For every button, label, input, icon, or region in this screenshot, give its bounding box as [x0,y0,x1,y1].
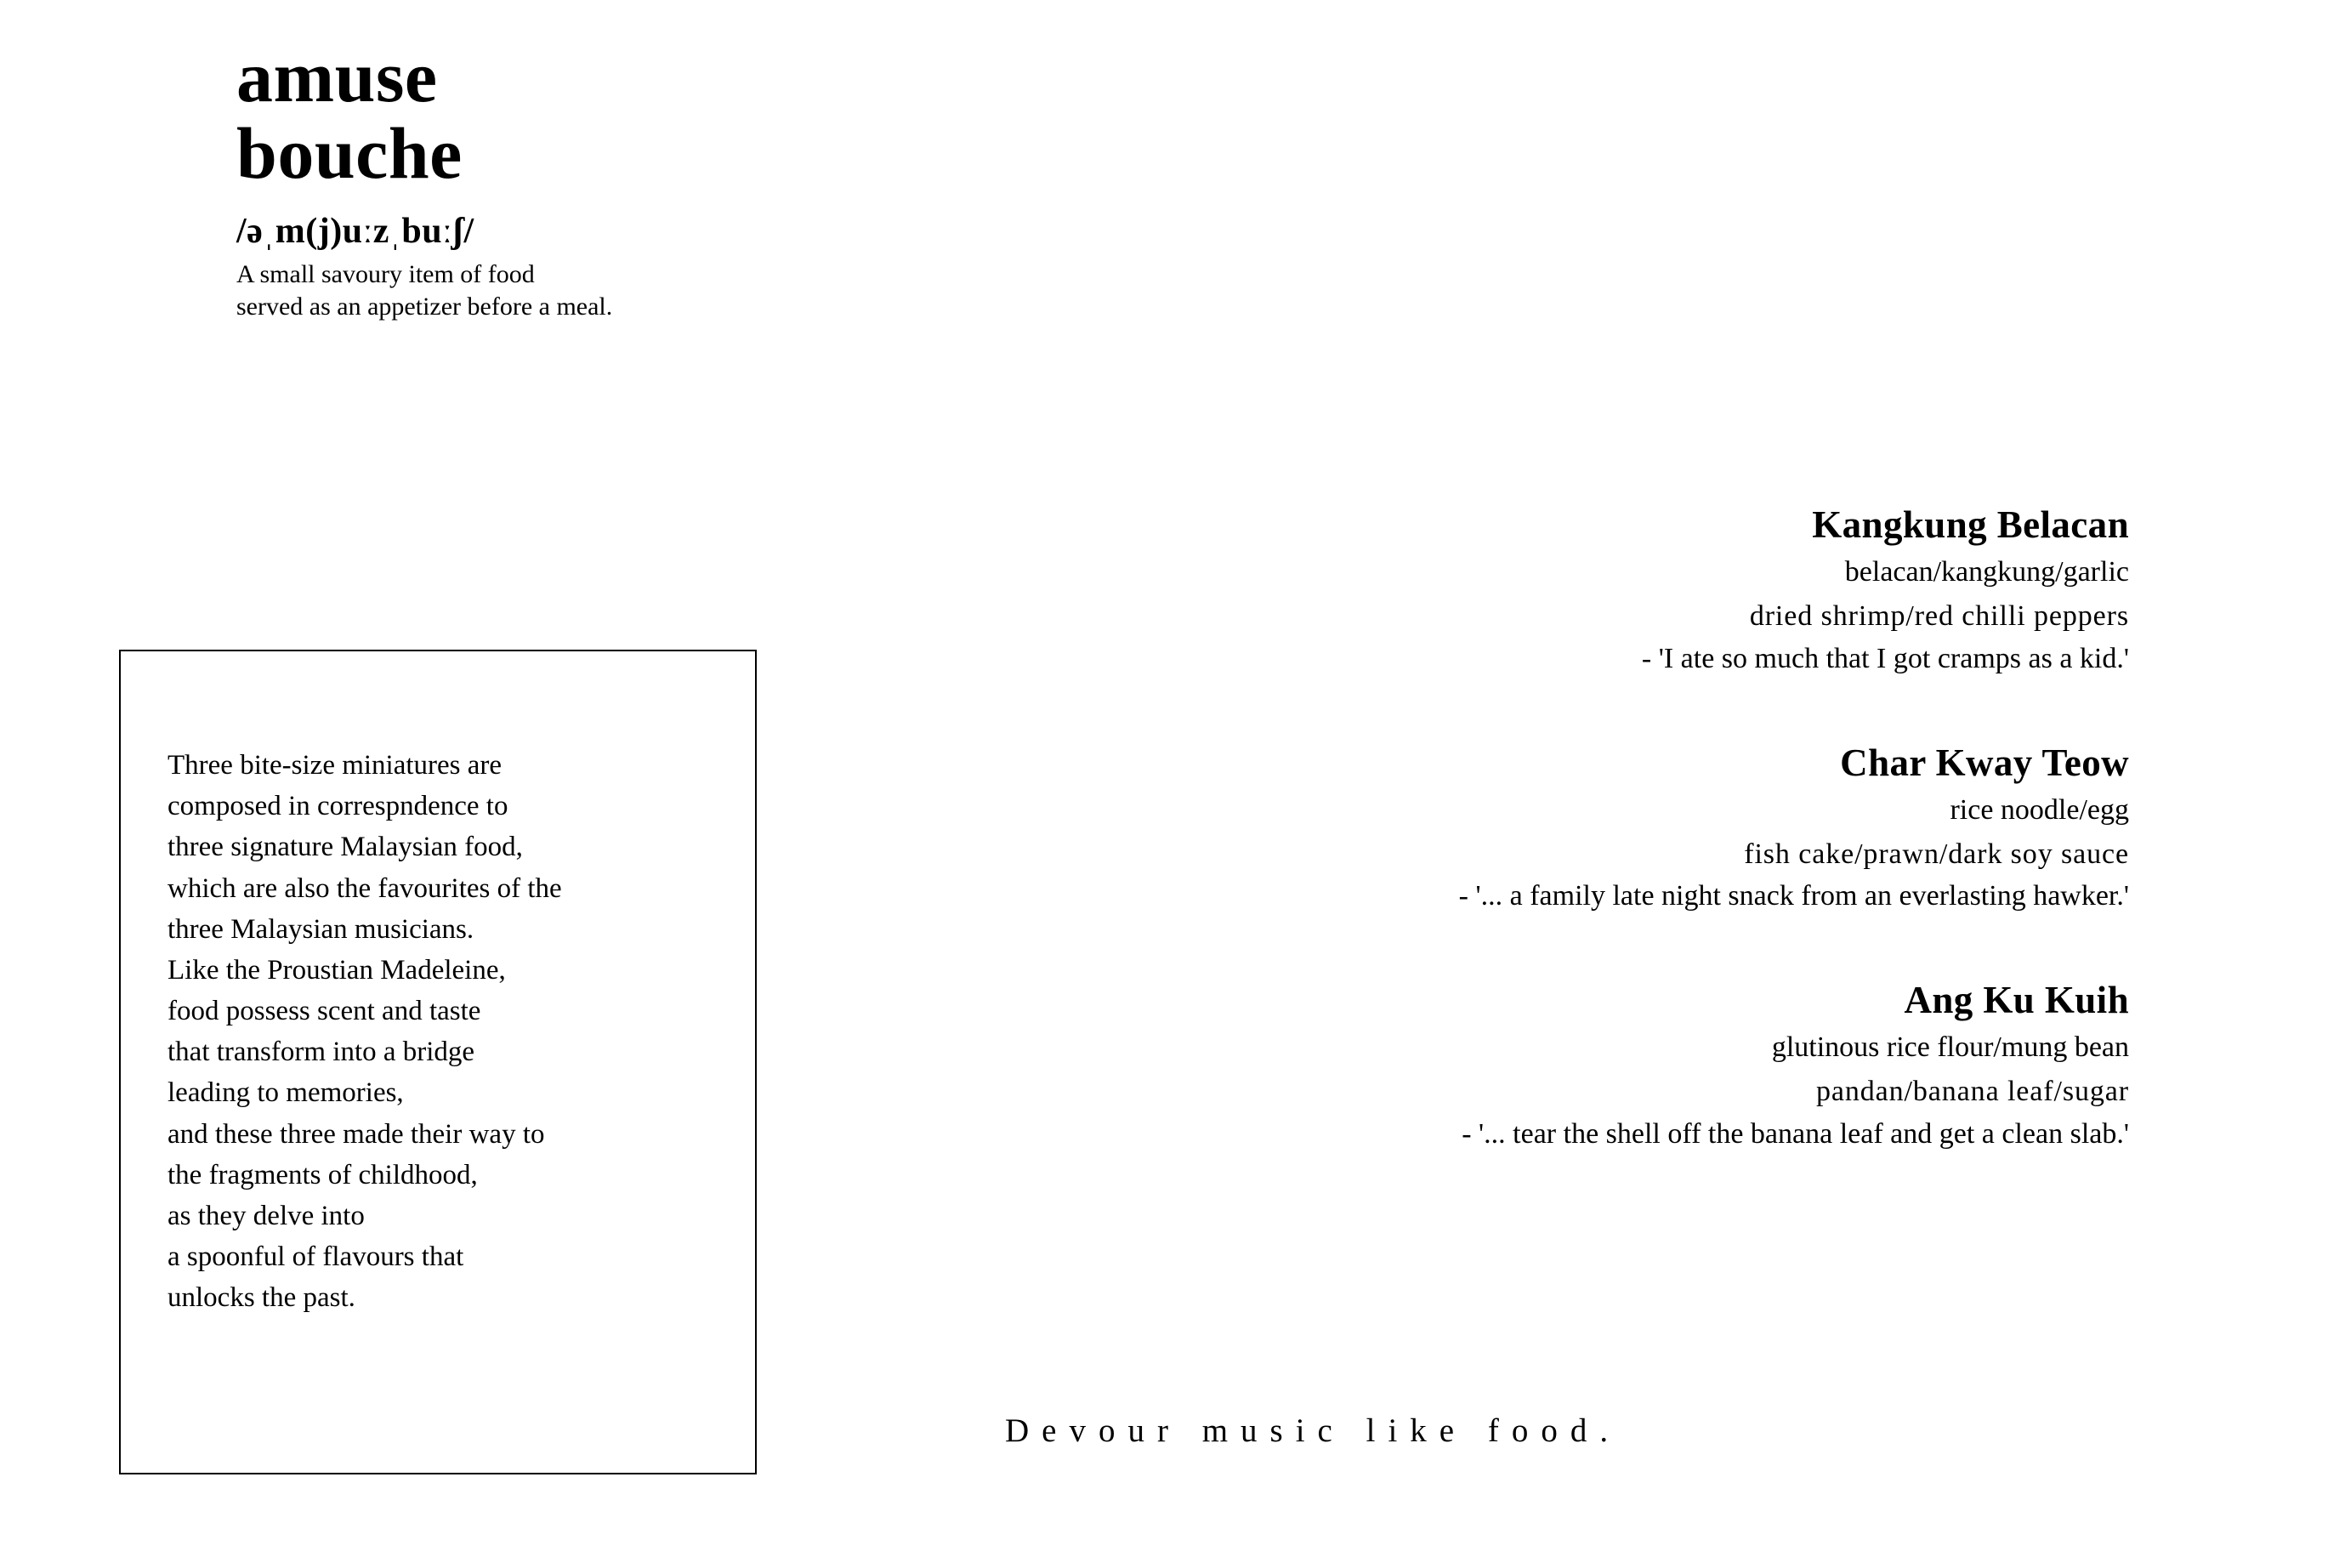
dish-name: Char Kway Teow [1840,741,2129,784]
dish-name: Ang Ku Kuih [1904,979,2129,1022]
menu-item [939,977,2129,1154]
description-line: three Malaysian musicians. [168,913,474,945]
phonetic-transcription: /əˌm(j)uːzˌbuːʃ/ [236,211,474,251]
description-line: as they delve into [168,1200,365,1231]
description-line: composed in correspndence to [168,791,508,822]
description-line: Three bite-size miniatures are [168,750,503,781]
description-line: which are also the favourites of the [168,872,562,904]
dish-quote: - '... tear the shell off the banana leaf and get a clean slab.' [1462,1118,2129,1150]
menu-item [939,740,2129,917]
page-title-line-2: bouche [236,112,463,195]
dish-quote: - '... a family late night snack from an everlasting hawker.' [1458,880,2129,912]
description-box [119,650,757,1474]
menu-list [939,502,2129,1154]
description-line: a spoonful of flavours that [168,1241,464,1273]
description-line: that transform into a bridge [168,1037,475,1068]
description-text [168,745,729,1318]
dish-ingredients-line-1: glutinous rice flour/mung bean [1771,1031,2129,1064]
footer-tagline: Devour music like food. [1005,1412,1621,1449]
description-line: the fragments of childhood, [168,1159,478,1190]
dish-ingredients-line-2: fish cake/prawn/dark soy sauce [1744,838,2129,870]
definition-line-2: served as an appetizer before a meal. [236,292,613,321]
page-title-line-1: amuse [236,36,438,117]
title-block [236,38,1002,323]
dish-ingredients-line-1: belacan/kangkung/garlic [1844,556,2129,588]
dish-ingredients-line-2: dried shrimp/red chilli peppers [1749,599,2129,632]
description-line: leading to memories, [168,1077,404,1109]
definition-line-1: A small savoury item of food [236,259,535,288]
description-line: Like the Proustian Madeleine, [168,954,506,986]
dish-ingredients-line-2: pandan/banana leaf/sugar [1815,1076,2129,1108]
dish-quote: - 'I ate so much that I got cramps as a kid.' [1641,642,2129,674]
dish-ingredients-line-1: rice noodle/egg [1950,793,2129,826]
description-line: three signature Malaysian food, [168,832,523,863]
dish-name: Kangkung Belacan [1812,503,2129,546]
description-line: unlocks the past. [168,1282,355,1314]
description-line: and these three made their way to [168,1118,545,1150]
description-line: food possess scent and taste [168,996,481,1027]
menu-item [939,502,2129,679]
